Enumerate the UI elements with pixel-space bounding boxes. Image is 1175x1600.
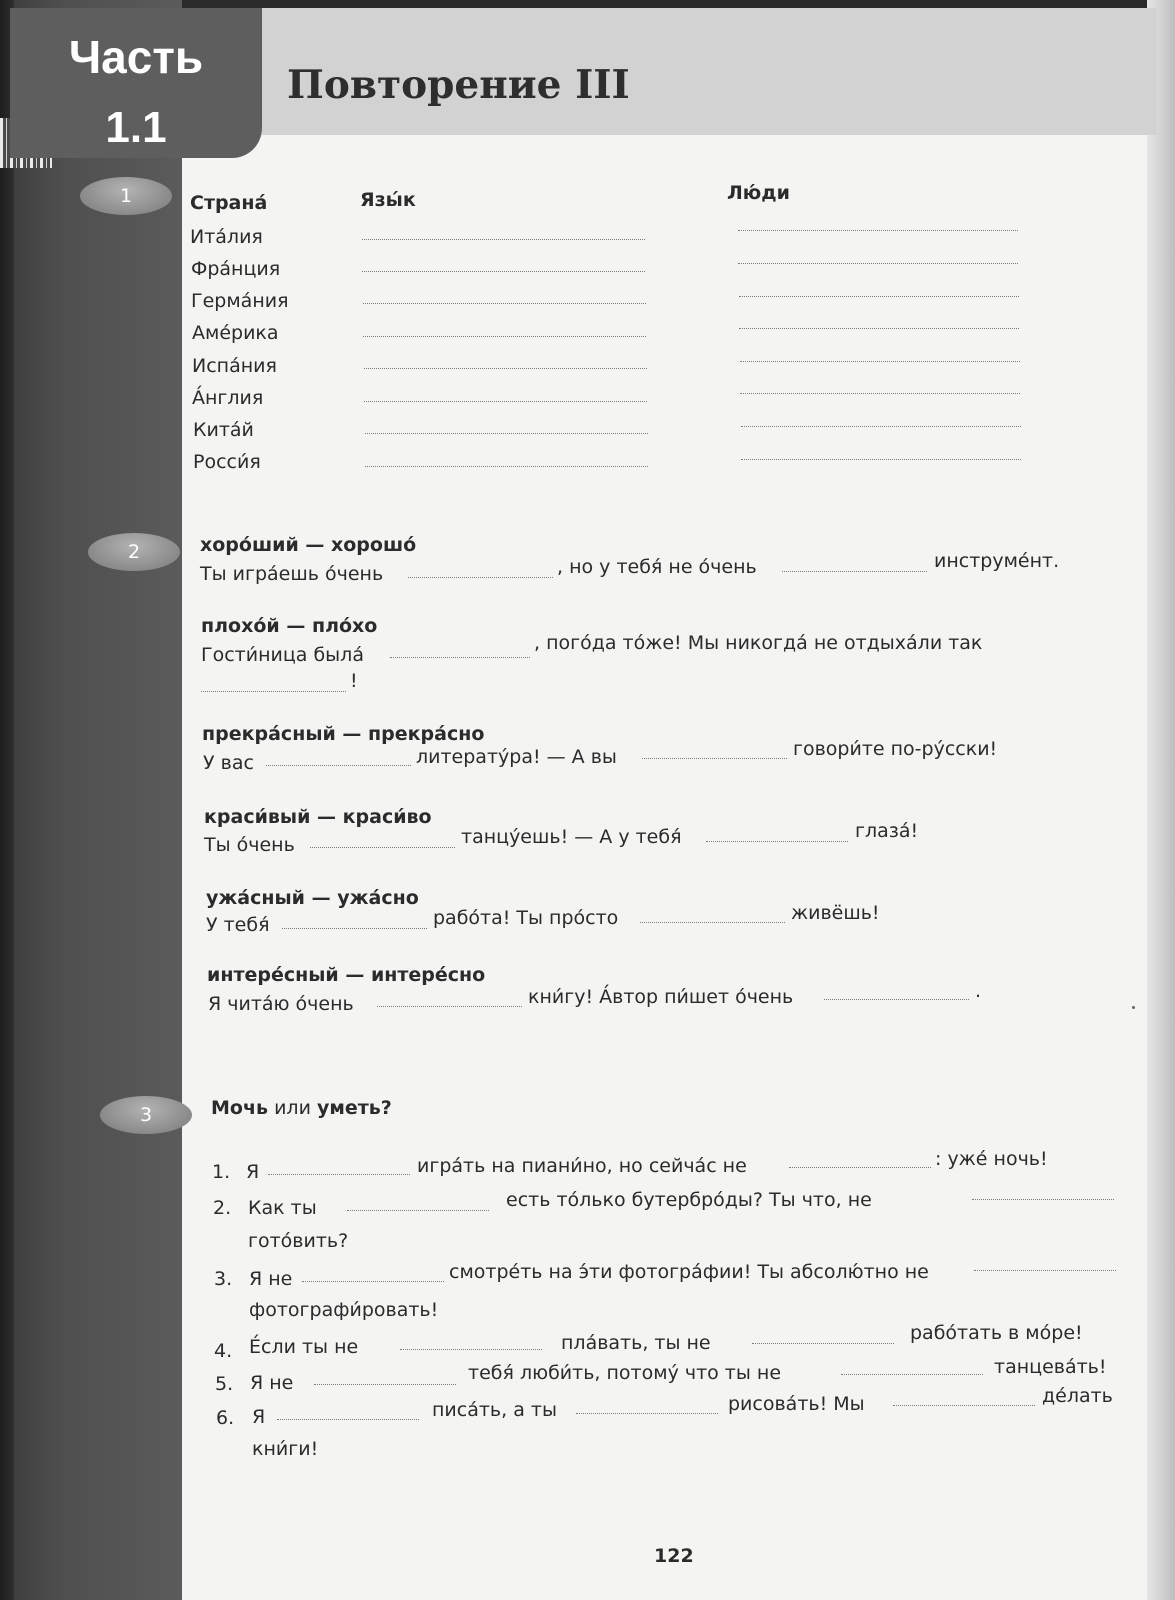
- sentence-text: У тебя́: [206, 914, 270, 936]
- exercise-2-badge: 2: [88, 533, 180, 571]
- sentence-text: кни́гу! А́втор пи́шет о́чень: [528, 986, 794, 1008]
- answer-blank[interactable]: [310, 847, 455, 848]
- language-blank[interactable]: [362, 271, 645, 272]
- sentence-text: рабо́та! Ты про́сто: [433, 907, 619, 929]
- left-margin-band: [0, 0, 182, 1600]
- country-item: Росси́я: [193, 451, 261, 473]
- sentence-text: тебя́ люби́ть, потому́ что ты не: [468, 1362, 782, 1384]
- sentence-text: Как ты: [248, 1197, 317, 1219]
- page-speck: [1132, 1006, 1135, 1009]
- answer-blank[interactable]: [347, 1210, 489, 1211]
- sentence-text: , но у тебя́ не о́чень: [557, 556, 757, 578]
- country-item: Кита́й: [193, 419, 254, 441]
- answer-blank[interactable]: [268, 1174, 410, 1175]
- answer-blank[interactable]: [642, 758, 787, 759]
- answer-blank[interactable]: [314, 1384, 456, 1385]
- sentence-text: живёшь!: [791, 902, 880, 924]
- sentence-text: Е́сли ты не: [249, 1336, 359, 1358]
- sentence-text: танцева́ть!: [994, 1356, 1107, 1378]
- sentence-text: Я не: [250, 1372, 294, 1394]
- part-number: 1.1: [105, 103, 167, 152]
- sentence-text: Гости́ница была́: [201, 644, 364, 666]
- exercise-3-title-word: уметь?: [316, 1097, 392, 1119]
- language-blank[interactable]: [364, 401, 647, 402]
- sentence-text: глаза́!: [855, 820, 919, 842]
- word-pair-heading: прекра́сный — прекра́сно: [202, 723, 485, 745]
- sentence-text: Я не: [249, 1268, 293, 1290]
- sentence-text: Ты о́чень: [204, 834, 295, 856]
- sentence-text: кни́ги!: [252, 1438, 319, 1460]
- answer-blank[interactable]: [390, 657, 530, 658]
- exercise-3-title-word: Мочь: [211, 1097, 269, 1119]
- page-number: 122: [654, 1545, 694, 1567]
- exercise-3-title-or: или: [274, 1097, 311, 1119]
- sentence-text: смотре́ть на э́ти фотогра́фии! Ты абсолю́тно не: [449, 1261, 929, 1283]
- exercise-1-badge: 1: [80, 177, 172, 215]
- sentence-text: инструме́нт.: [934, 550, 1060, 572]
- country-item: Ита́лия: [190, 226, 263, 248]
- answer-blank[interactable]: [282, 928, 427, 929]
- people-blank[interactable]: [738, 230, 1018, 231]
- people-blank[interactable]: [741, 459, 1021, 460]
- language-blank[interactable]: [364, 368, 647, 369]
- sentence-text: писа́ть, а ты: [432, 1399, 557, 1421]
- people-blank[interactable]: [740, 393, 1020, 394]
- column-header-country: Страна́: [190, 192, 268, 214]
- item-number: 1.: [212, 1161, 231, 1183]
- people-blank[interactable]: [738, 263, 1018, 264]
- item-number: 4.: [214, 1340, 233, 1362]
- country-item: Испа́ния: [192, 355, 277, 377]
- answer-blank[interactable]: [706, 841, 848, 842]
- sentence-text: рабо́тать в мо́ре!: [910, 1322, 1083, 1344]
- sentence-text: пла́вать, ты не: [561, 1332, 711, 1354]
- sentence-text: фотографи́ровать!: [249, 1299, 439, 1321]
- item-number: 2.: [213, 1197, 232, 1219]
- sentence-text: гото́вить?: [248, 1230, 349, 1252]
- column-header-language: Язы́к: [360, 189, 416, 211]
- answer-blank[interactable]: [576, 1413, 718, 1414]
- word-pair-heading: хоро́ший — хорошо́: [200, 534, 417, 556]
- language-blank[interactable]: [363, 336, 646, 337]
- people-blank[interactable]: [741, 426, 1021, 427]
- language-blank[interactable]: [362, 239, 645, 240]
- answer-blank[interactable]: [408, 577, 553, 578]
- answer-blank[interactable]: [302, 1281, 444, 1282]
- sentence-text: У вас: [203, 752, 254, 774]
- language-blank[interactable]: [365, 466, 648, 467]
- answer-blank[interactable]: [893, 1405, 1035, 1406]
- answer-blank[interactable]: [824, 999, 969, 1000]
- answer-blank[interactable]: [377, 1006, 522, 1007]
- answer-blank[interactable]: [841, 1374, 983, 1375]
- sentence-text: де́лать: [1042, 1385, 1113, 1407]
- country-item: А́нглия: [192, 387, 264, 409]
- country-item: Герма́ния: [191, 290, 289, 312]
- answer-blank[interactable]: [974, 1270, 1116, 1271]
- item-number: 5.: [215, 1373, 234, 1395]
- item-number: 3.: [214, 1268, 233, 1290]
- word-pair-heading: плохо́й — пло́хо: [201, 615, 378, 637]
- country-item: Аме́рика: [192, 322, 279, 344]
- exercise-3-badge: 3: [100, 1096, 192, 1134]
- answer-blank[interactable]: [640, 922, 785, 923]
- word-pair-heading: интере́сный — интере́сно: [207, 964, 486, 986]
- sentence-text: .: [975, 980, 982, 1002]
- word-pair-heading: ужа́сный — ужа́сно: [206, 887, 419, 909]
- answer-blank[interactable]: [266, 765, 411, 766]
- sentence-text: !: [350, 670, 358, 692]
- sentence-text: , пого́да то́же! Мы никогда́ не отдыха́ли так: [534, 632, 983, 654]
- sentence-text: : уже́ ночь!: [935, 1148, 1048, 1170]
- sentence-text: есть то́лько бутербро́ды? Ты что, не: [506, 1189, 872, 1211]
- language-blank[interactable]: [365, 433, 648, 434]
- part-label: Часть: [68, 31, 204, 83]
- sentence-text: говори́те по-ру́сски!: [793, 738, 998, 760]
- people-blank[interactable]: [739, 296, 1019, 297]
- column-header-people: Лю́ди: [727, 182, 790, 204]
- part-tab: [10, 8, 262, 158]
- sentence-text: Я чита́ю о́чень: [208, 993, 354, 1015]
- sentence-text: Я: [246, 1161, 260, 1183]
- sentence-text: Я: [252, 1406, 266, 1428]
- country-item: Фра́нция: [191, 258, 281, 280]
- sentence-text: рисова́ть! Мы: [728, 1393, 865, 1415]
- answer-blank[interactable]: [400, 1349, 542, 1350]
- item-number: 6.: [216, 1407, 235, 1429]
- exercise-3-title: [211, 1097, 392, 1119]
- sentence-text: игра́ть на пиани́но, но сейча́с не: [417, 1155, 747, 1177]
- sentence-text: танцу́ешь! — А у тебя́: [461, 826, 682, 848]
- page-title: Повторение III: [287, 62, 630, 108]
- sentence-text: литерату́ра! — А вы: [416, 746, 617, 768]
- answer-blank[interactable]: [972, 1199, 1114, 1200]
- sentence-text: Ты игра́ешь о́чень: [200, 563, 384, 585]
- answer-blank[interactable]: [277, 1419, 419, 1420]
- word-pair-heading: краси́вый — краси́во: [204, 806, 432, 828]
- people-blank[interactable]: [740, 361, 1020, 362]
- answer-blank[interactable]: [201, 691, 346, 692]
- answer-blank[interactable]: [782, 571, 927, 572]
- people-blank[interactable]: [739, 328, 1019, 329]
- book-spine-edge: [0, 0, 14, 1600]
- answer-blank[interactable]: [752, 1343, 894, 1344]
- answer-blank[interactable]: [789, 1167, 931, 1168]
- book-right-edge: [1147, 0, 1175, 1600]
- language-blank[interactable]: [363, 303, 646, 304]
